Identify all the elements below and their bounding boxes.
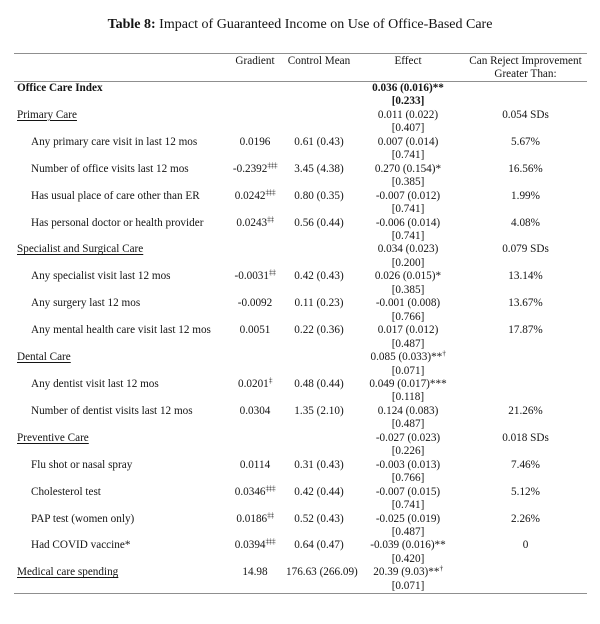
- bottom-rule: [14, 593, 587, 594]
- reject-value: 17.87%: [508, 324, 543, 337]
- row-label: Any primary care visit in last 12 mos: [31, 135, 198, 148]
- table-row: [14, 348, 587, 378]
- control-mean-value: 0.42 (0.43): [294, 270, 344, 283]
- table-row: [14, 482, 587, 513]
- row-label: Preventive Care: [17, 431, 89, 444]
- reject-value: 0.079 SDs: [502, 243, 549, 256]
- gradient-significance-daggers: ‡‡‡: [267, 159, 278, 169]
- effect-value: 0.085 (0.033)**†: [370, 348, 446, 364]
- gradient-significance-daggers: ‡‡‡: [265, 186, 276, 196]
- gradient-value: 0.0051: [239, 324, 271, 337]
- control-mean-value: 1.35 (2.10): [294, 404, 344, 417]
- table-row: [14, 324, 587, 351]
- control-mean-value: 0.52 (0.43): [294, 512, 344, 525]
- gradient-value: 0.0243‡‡: [236, 213, 274, 229]
- gradient-significance-daggers: ‡‡: [267, 213, 274, 223]
- reject-value: 0.018 SDs: [502, 431, 549, 444]
- header-cell-effect: Effect: [394, 55, 422, 67]
- table-row: [14, 405, 587, 432]
- effect-value: -0.003 (0.013): [375, 458, 441, 471]
- table-title-text: Impact of Guaranteed Income on Use of Office-Based Care: [155, 17, 493, 32]
- effect-cell: [352, 539, 464, 566]
- q-value: [0.766]: [391, 310, 425, 323]
- q-value: [0.487]: [391, 337, 425, 350]
- gradient-value: 0.0394‡‡‡: [234, 536, 276, 552]
- effect-value: -0.007 (0.012): [375, 189, 441, 202]
- q-value: [0.741]: [391, 203, 425, 216]
- row-label: Specialist and Surgical Care: [17, 243, 144, 256]
- effect-value: 0.270 (0.154)*: [374, 162, 442, 175]
- effect-cell: [352, 405, 464, 432]
- effect-cell: [352, 348, 464, 378]
- control-mean-value: 3.45 (4.38): [294, 162, 344, 175]
- table-row: [14, 109, 587, 136]
- gradient-value: -0.0031‡‡: [234, 267, 276, 283]
- gradient-value: 0.0304: [239, 404, 271, 417]
- gradient-value: 0.0201‡: [237, 375, 272, 390]
- q-value: [0.226]: [391, 445, 425, 458]
- q-value: [0.487]: [391, 525, 425, 538]
- reject-value: 21.26%: [508, 404, 543, 417]
- table-body: [14, 82, 587, 593]
- table-row: [14, 267, 587, 297]
- table-row: [14, 563, 587, 593]
- table-row: [14, 136, 587, 163]
- table-row: [14, 297, 587, 324]
- effect-cell: [352, 486, 464, 513]
- reject-value: 16.56%: [508, 162, 543, 175]
- effect-cell: [352, 324, 464, 351]
- paper-page: [0, 15, 600, 624]
- row-label: Medical care spending: [17, 566, 119, 579]
- table-row: [14, 536, 587, 566]
- row-label: PAP test (women only): [31, 512, 135, 525]
- effect-cell: [352, 563, 464, 593]
- reject-value: 0: [522, 539, 529, 552]
- effect-cell: [352, 217, 464, 244]
- gradient-significance-daggers: ‡‡: [267, 509, 274, 519]
- gradient-value: 0.0186‡‡: [236, 509, 274, 525]
- effect-cell: [352, 513, 464, 540]
- row-label: Primary Care: [17, 108, 77, 121]
- q-value: [0.071]: [391, 579, 425, 592]
- header-reject-line2: Greater Than:: [494, 67, 557, 80]
- header-reject-line1: Can Reject Improvement: [469, 55, 582, 67]
- effect-value: -0.001 (0.008): [375, 297, 441, 310]
- effect-value: 0.034 (0.023): [377, 243, 439, 256]
- row-label: Number of office visits last 12 mos: [31, 162, 189, 175]
- effect-cell: [352, 190, 464, 217]
- q-value: [0.118]: [391, 391, 425, 404]
- q-value: [0.385]: [391, 283, 425, 296]
- header-cell-control-mean: Control Mean: [287, 55, 351, 67]
- effect-cell: [352, 82, 464, 109]
- q-value: [0.385]: [391, 176, 425, 189]
- row-label: Office Care Index: [17, 82, 103, 94]
- gradient-value: -0.2392‡‡‡: [232, 159, 278, 175]
- table-row: [14, 243, 587, 270]
- table-row: [14, 213, 587, 244]
- control-mean-value: 0.64 (0.47): [294, 539, 344, 552]
- effect-value: 0.007 (0.014): [377, 135, 439, 148]
- header-row: [14, 54, 587, 81]
- control-mean-value: 0.61 (0.43): [294, 135, 344, 148]
- row-label: Any surgery last 12 mos: [31, 297, 141, 310]
- effect-value: -0.039 (0.016)**: [370, 539, 446, 552]
- reject-value: 0.054 SDs: [502, 108, 549, 121]
- effect-value: 0.017 (0.012): [377, 324, 439, 337]
- q-value: [0.766]: [391, 472, 425, 485]
- effect-value: 20.39 (9.03)**†: [373, 563, 443, 579]
- effect-value: -0.027 (0.023): [375, 431, 441, 444]
- effect-value: -0.007 (0.015): [375, 485, 441, 498]
- table-row: [14, 159, 587, 190]
- header-cell-reject: [464, 55, 587, 80]
- q-value: [0.200]: [391, 256, 425, 269]
- gradient-value: 0.0196: [239, 135, 271, 148]
- gradient-significance-daggers: ‡‡‡: [265, 482, 276, 492]
- table-title: [0, 15, 600, 35]
- effect-value: 0.049 (0.017)***: [369, 377, 447, 390]
- reject-value: 1.99%: [511, 189, 540, 202]
- control-mean-value: 0.48 (0.44): [294, 377, 344, 390]
- effect-cell: [352, 109, 464, 136]
- table-row: [14, 459, 587, 486]
- q-value: [0.741]: [391, 149, 425, 162]
- control-mean-value: 0.11 (0.23): [294, 297, 344, 310]
- effect-value: -0.025 (0.019): [375, 512, 441, 525]
- q-value: [0.487]: [391, 418, 425, 431]
- reject-value: 5.67%: [511, 135, 540, 148]
- gradient-value: 0.0242‡‡‡: [234, 186, 276, 202]
- effect-cell: [352, 378, 464, 405]
- gradient-value: -0.0092: [237, 297, 273, 310]
- q-value: [0.233]: [391, 95, 425, 108]
- effect-cell: [352, 136, 464, 163]
- row-label: Any dentist visit last 12 mos: [31, 377, 159, 390]
- reject-value: 13.67%: [508, 297, 543, 310]
- control-mean-value: 0.22 (0.36): [294, 324, 344, 337]
- effect-cell: [352, 297, 464, 324]
- gradient-significance-daggers: ‡: [268, 375, 272, 385]
- q-value: [0.407]: [391, 122, 425, 135]
- gradient-significance-daggers: ‡‡: [269, 267, 276, 277]
- header-cell-gradient: Gradient: [235, 55, 275, 67]
- row-label: Had COVID vaccine*: [31, 539, 131, 552]
- control-mean-value: 0.42 (0.44): [294, 485, 344, 498]
- table-row: [14, 432, 587, 459]
- effect-value: 0.036 (0.016)**: [372, 82, 444, 94]
- gradient-value: 14.98: [242, 566, 268, 579]
- effect-cell: [352, 163, 464, 190]
- row-label: Flu shot or nasal spray: [31, 458, 133, 471]
- row-label: Number of dentist visits last 12 mos: [31, 404, 193, 417]
- reject-value: 2.26%: [511, 512, 540, 525]
- effect-dagger: †: [439, 563, 443, 573]
- q-value: [0.741]: [391, 229, 425, 242]
- row-label: Has usual place of care other than ER: [31, 189, 200, 202]
- row-label: Cholesterol test: [31, 485, 101, 498]
- effect-cell: [352, 243, 464, 270]
- control-mean-value: 0.31 (0.43): [294, 458, 344, 471]
- effect-value: 0.026 (0.015)*: [374, 270, 442, 283]
- effect-value: -0.006 (0.014): [375, 216, 441, 229]
- row-label: Dental Care: [17, 351, 71, 364]
- effect-dagger: †: [442, 348, 446, 358]
- table-row: [14, 82, 587, 109]
- q-value: [0.741]: [391, 499, 425, 512]
- control-mean-value: 0.80 (0.35): [294, 189, 344, 202]
- effect-value: 0.124 (0.083): [377, 404, 439, 417]
- control-mean-value: 176.63 (266.09): [286, 566, 358, 579]
- table-title-label: Table 8:: [107, 17, 156, 32]
- table-row: [14, 509, 587, 540]
- table-row: [14, 375, 587, 405]
- q-value: [0.420]: [391, 552, 425, 565]
- control-mean-value: 0.56 (0.44): [294, 216, 344, 229]
- gradient-value: 0.0346‡‡‡: [234, 482, 276, 498]
- effect-cell: [352, 459, 464, 486]
- row-label: Has personal doctor or health provider: [31, 216, 204, 229]
- effect-cell: [352, 432, 464, 459]
- row-label: Any mental health care visit last 12 mos: [31, 324, 211, 337]
- effect-value: 0.011 (0.022): [377, 108, 439, 121]
- reject-value: 7.46%: [511, 458, 540, 471]
- reject-value: 4.08%: [511, 216, 540, 229]
- q-value: [0.071]: [391, 364, 425, 377]
- row-label: Any specialist visit last 12 mos: [31, 270, 171, 283]
- table-row: [14, 186, 587, 217]
- results-table: [14, 53, 587, 594]
- gradient-significance-daggers: ‡‡‡: [265, 536, 276, 546]
- reject-value: 5.12%: [511, 485, 540, 498]
- gradient-value: 0.0114: [239, 458, 271, 471]
- reject-value: 13.14%: [508, 270, 543, 283]
- effect-cell: [352, 270, 464, 297]
